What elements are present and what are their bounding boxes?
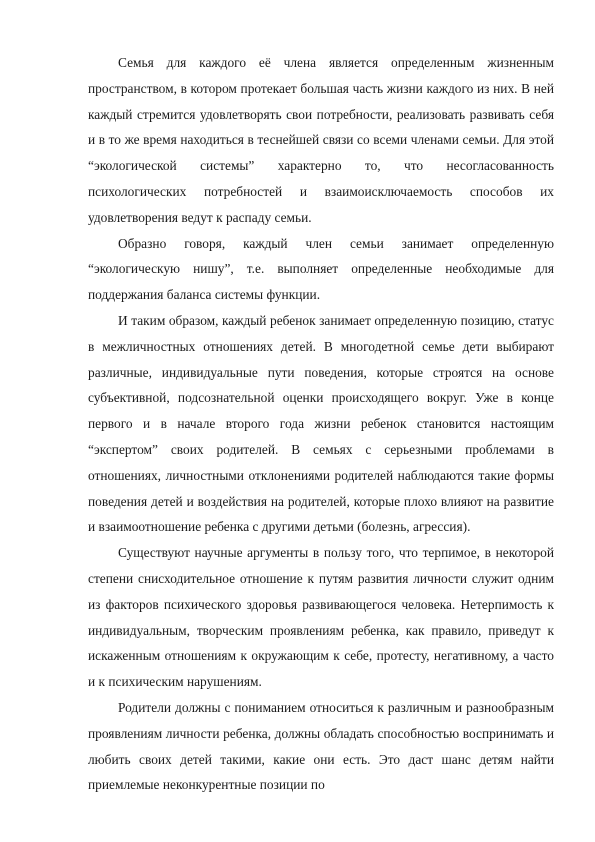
paragraph-4: Существуют научные аргументы в пользу того, что терпимое, в некоторой степени снисходительное отношение к путям развития личности служит одним из факторов психического здоровья развивающегося человека. Нетерпимость к индивидуальным, творческим проявлениям ребенка, как правило, приведут к искаженным отношениям к окружающим к себе, протесту, негативному, а часто и к психическим нарушениям. [88,545,554,690]
paragraph-3: И таким образом, каждый ребенок занимает определенную позицию, статус в межличностных отношениях детей. В многодетной семье дети выбирают различные, индивидуальные пути поведения, которые строятся на основе субъективной, подсознательной оценки происходящего вокруг. Уже в конце первого и в начале второго года жизни ребенок становится настоящим “экспертом” своих родителей. В семьях с серьезными проблемами в отношениях, личностными отклонениями родителей наблюдаются такие формы поведения детей и воздействия на родителей, которые плохо влияют на развитие и взаимоотношение ребенка с другими детьми (болезнь, агрессия). [88,312,554,535]
paragraph-1: Семья для каждого её члена является определенным жизненным пространством, в котором протекает большая часть жизни каждого из них. В ней каждый стремится удовлетворять свои потребности, реализовать развивать себя и в то же время находиться в теснейшей связи со всеми членами семьи. Для этой “экологической системы” характерно то, что несогласованность психологических потребностей и взаимоисключаемость способов их удовлетворения ведут к распаду семьи. [88,55,554,225]
body-text [88,50,554,798]
paragraph-5: Родители должны с пониманием относиться к различным и разнообразным проявлениям личности ребенка, должны обладать способностью воспринимать и любить своих детей такими, какие они есть. Это даст шанс детям найти приемлемые неконкурентные позиции по [88,699,554,793]
paragraph-2: Образно говоря, каждый член семьи занимает определенную “экологическую нишу”, т.е. выполняет определенные необходимые для поддержания баланса системы функции. [88,235,554,303]
